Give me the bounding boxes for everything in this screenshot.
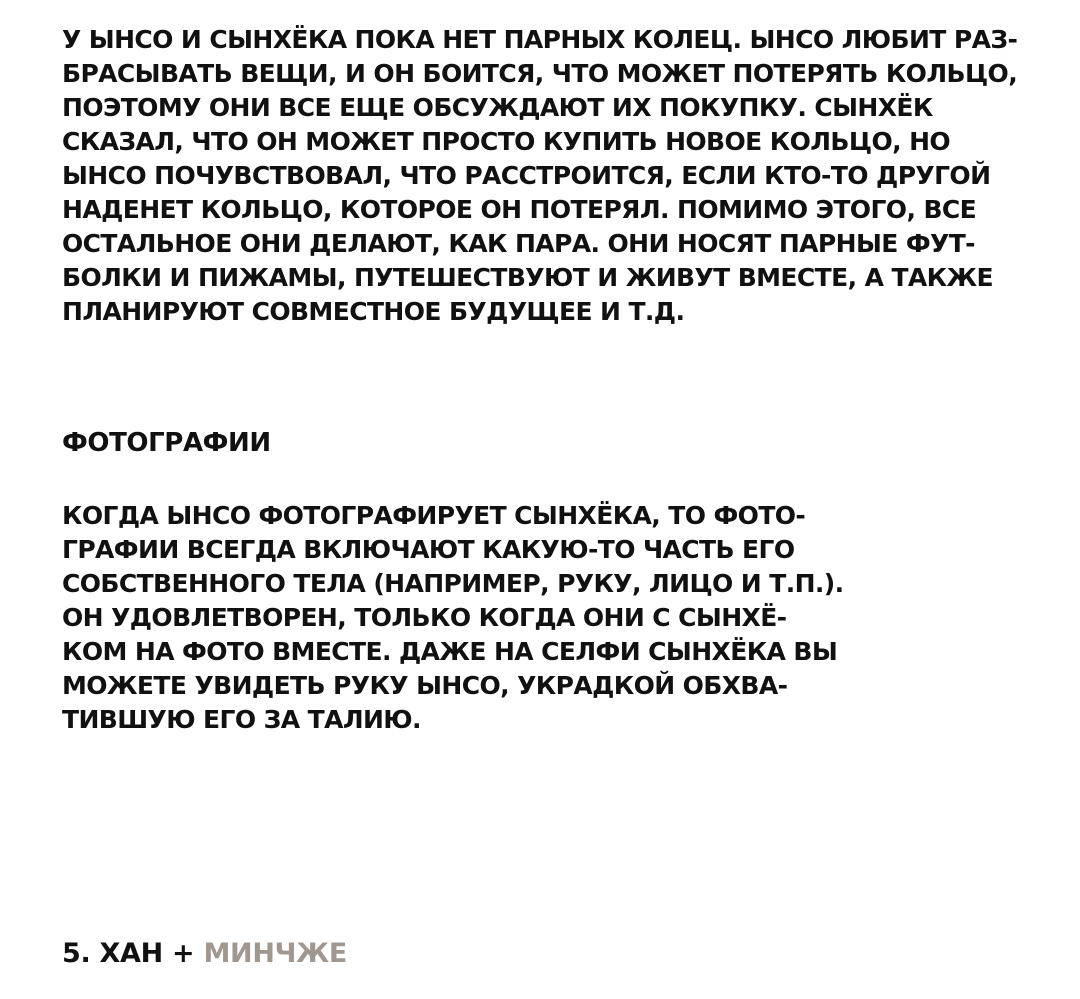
- paragraph-line: СОБСТВЕННОГО ТЕЛА (НАПРИМЕР, РУКУ, ЛИЦО И Т.П.).: [62, 569, 844, 598]
- paragraph-line: ПЛАНИРУЮТ СОВМЕСТНОЕ БУДУЩЕЕ И Т.Д.: [62, 297, 685, 326]
- paragraph-line: БРАСЫВАТЬ ВЕЩИ, И ОН БОИТСЯ, ЧТО МОЖЕТ ПОТЕРЯТЬ КОЛЬЦО,: [62, 59, 1018, 88]
- paragraph-line: КОГДА ЫНСО ФОТОГРАФИРУЕТ СЫНХЁКА, ТО ФОТО-: [62, 501, 806, 530]
- paragraph-line: ЫНСО ПОЧУВСТВОВАЛ, ЧТО РАССТРОИТСЯ, ЕСЛИ КТО-ТО ДРУГОЙ: [62, 161, 991, 190]
- paragraph-line: ГРАФИИ ВСЕГДА ВКЛЮЧАЮТ КАКУЮ-ТО ЧАСТЬ ЕГО: [62, 535, 795, 564]
- paragraph-line: МОЖЕТЕ УВИДЕТЬ РУКУ ЫНСО, УКРАДКОЙ ОБХВА-: [62, 671, 788, 700]
- paragraph-line: КОМ НА ФОТО ВМЕСТЕ. ДАЖЕ НА СЕЛФИ СЫНХЁКА ВЫ: [62, 637, 838, 666]
- paragraph-line: НАДЕНЕТ КОЛЬЦО, КОТОРОЕ ОН ПОТЕРЯЛ. ПОМИМО ЭТОГО, ВСЕ: [62, 195, 977, 224]
- paragraph-line: ОСТАЛЬНОЕ ОНИ ДЕЛАЮТ, КАК ПАРА. ОНИ НОСЯТ ПАРНЫЕ ФУТ-: [62, 229, 975, 258]
- section-heading: ФОТОГРАФИИ: [62, 428, 271, 458]
- next-section-prefix: 5. ХАН +: [62, 938, 204, 969]
- paragraph-line: СКАЗАЛ, ЧТО ОН МОЖЕТ ПРОСТО КУПИТЬ НОВОЕ КОЛЬЦО, НО: [62, 127, 951, 156]
- paragraph-line: ОН УДОВЛЕТВОРЕН, ТОЛЬКО КОГДА ОНИ С СЫНХЁ-: [62, 603, 787, 632]
- next-section-accent-name: МИНЧЖЕ: [203, 938, 348, 969]
- paragraph-line: ПОЭТОМУ ОНИ ВСЕ ЕЩЕ ОБСУЖДАЮТ ИХ ПОКУПКУ. СЫНХЁК: [62, 93, 933, 122]
- paragraph-line: ТИВШУЮ ЕГО ЗА ТАЛИЮ.: [62, 705, 421, 734]
- next-section-title: [62, 938, 347, 969]
- paragraph-line: У ЫНСО И СЫНХЁКА ПОКА НЕТ ПАРНЫХ КОЛЕЦ. ЫНСО ЛЮБИТ РАЗ-: [62, 25, 1018, 54]
- paragraph-line: БОЛКИ И ПИЖАМЫ, ПУТЕШЕСТВУЮТ И ЖИВУТ ВМЕСТЕ, А ТАКЖЕ: [62, 263, 993, 292]
